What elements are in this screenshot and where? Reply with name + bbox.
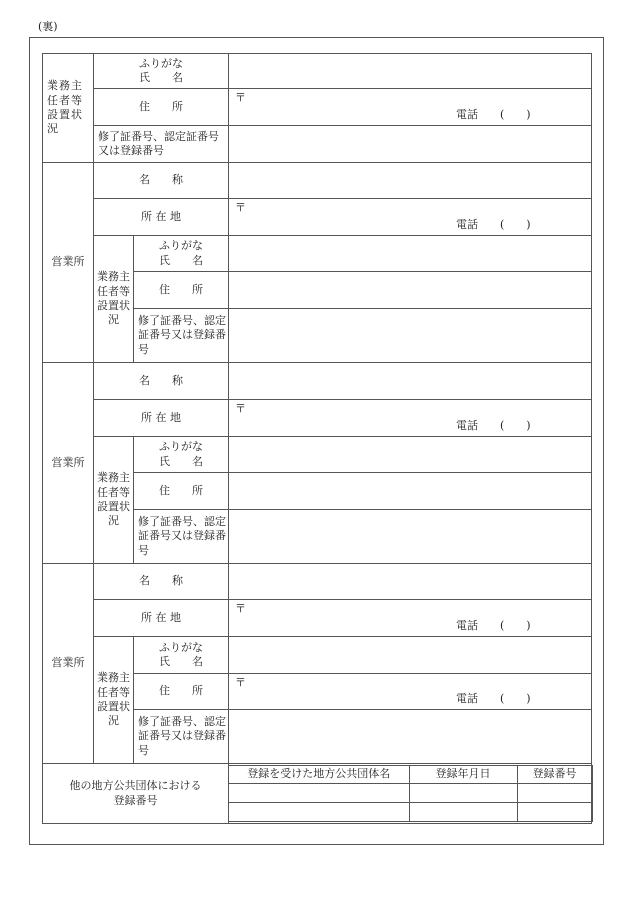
office-2-name-field[interactable] [229,363,592,400]
office-3-location-field[interactable] [229,600,592,637]
phone-label: 電話 ( ) [456,217,531,231]
phone-label: 電話 ( ) [456,691,531,705]
other-registration-subtable [229,765,593,822]
date-field-1[interactable] [409,784,517,803]
office-2-label: 営業所 [43,363,94,564]
postal-mark: 〒 [235,201,246,214]
office-3-manager-status-label: 業務主任者等設置状況 [94,637,134,764]
col-number-header: 登録番号 [517,766,592,784]
back-side-label: (裏) [38,20,58,33]
postal-mark: 〒 [235,402,246,415]
other-registration-table [229,764,592,824]
office-2-manager-status-label: 業務主任者等設置状況 [94,437,134,564]
manager-name-label [94,54,229,89]
office-2-location-label: 所 在 地 [94,400,229,437]
office-2-manager-cert-field[interactable] [229,510,592,564]
office-3-manager-cert-label: 修了証番号、認定証番号又は登録番号 [134,710,229,764]
number-field-1[interactable] [517,784,592,803]
office-3-manager-address-label: 住 所 [134,674,229,710]
date-field-2[interactable] [409,803,517,822]
manager-status-label: 業務主任者等設置状況 [43,54,94,163]
furigana-label: ふりがな [159,239,203,253]
manager-address-label: 住 所 [94,89,229,126]
number-field-2[interactable] [517,803,592,822]
office-3-label: 営業所 [43,564,94,764]
other-registration-label: 他の地方公共団体における登録番号 [43,764,229,824]
office-3-location-label: 所 在 地 [94,600,229,637]
furigana-label: ふりがな [159,440,203,454]
phone-label: 電話 ( ) [456,418,531,432]
office-2-manager-name-label [134,437,229,473]
org-field-2[interactable] [229,803,409,822]
col-org-header: 登録を受けた地方公共団体名 [229,766,409,784]
manager-address-field[interactable] [229,89,592,126]
phone-label: 電話 ( ) [456,107,531,121]
office-1-manager-address-field[interactable] [229,272,592,309]
manager-name-field[interactable] [229,54,592,89]
col-date-header: 登録年月日 [409,766,517,784]
office-2-manager-address-label: 住 所 [134,473,229,510]
office-3-manager-name-label [134,637,229,674]
office-1-name-field[interactable] [229,163,592,199]
registration-form-back [42,53,592,824]
office-1-manager-name-label [134,236,229,272]
office-2-name-label: 名 称 [94,363,229,400]
name-label: 氏 名 [139,71,183,84]
postal-mark: 〒 [235,602,246,615]
office-1-manager-status-label: 業務主任者等設置状況 [94,236,134,363]
office-3-manager-name-field[interactable] [229,637,592,674]
postal-mark: 〒 [235,91,246,104]
office-1-manager-address-label: 住 所 [134,272,229,309]
office-2-manager-address-field[interactable] [229,473,592,510]
office-1-location-label: 所 在 地 [94,199,229,236]
office-3-name-label: 名 称 [94,564,229,600]
name-label: 氏 名 [159,454,203,468]
office-1-location-field[interactable] [229,199,592,236]
office-2-manager-name-field[interactable] [229,437,592,473]
org-field-1[interactable] [229,784,409,803]
manager-cert-field[interactable] [229,126,592,163]
furigana-label: ふりがな [139,56,183,70]
office-3-manager-address-field[interactable] [229,674,592,710]
office-1-label: 営業所 [43,163,94,363]
office-1-manager-cert-label: 修了証番号、認定証番号又は登録番号 [134,309,229,363]
office-2-location-field[interactable] [229,400,592,437]
office-1-manager-cert-field[interactable] [229,309,592,363]
name-label: 氏 名 [159,253,203,267]
phone-label: 電話 ( ) [456,618,531,632]
postal-mark: 〒 [235,676,246,689]
name-label: 氏 名 [159,655,203,668]
office-3-name-field[interactable] [229,564,592,600]
office-3-manager-cert-field[interactable] [229,710,592,764]
manager-cert-label: 修了証番号、認定証番号又は登録番号 [94,126,229,163]
furigana-label: ふりがな [159,640,203,654]
office-1-manager-name-field[interactable] [229,236,592,272]
office-1-name-label: 名 称 [94,163,229,199]
office-2-manager-cert-label: 修了証番号、認定証番号又は登録番号 [134,510,229,564]
